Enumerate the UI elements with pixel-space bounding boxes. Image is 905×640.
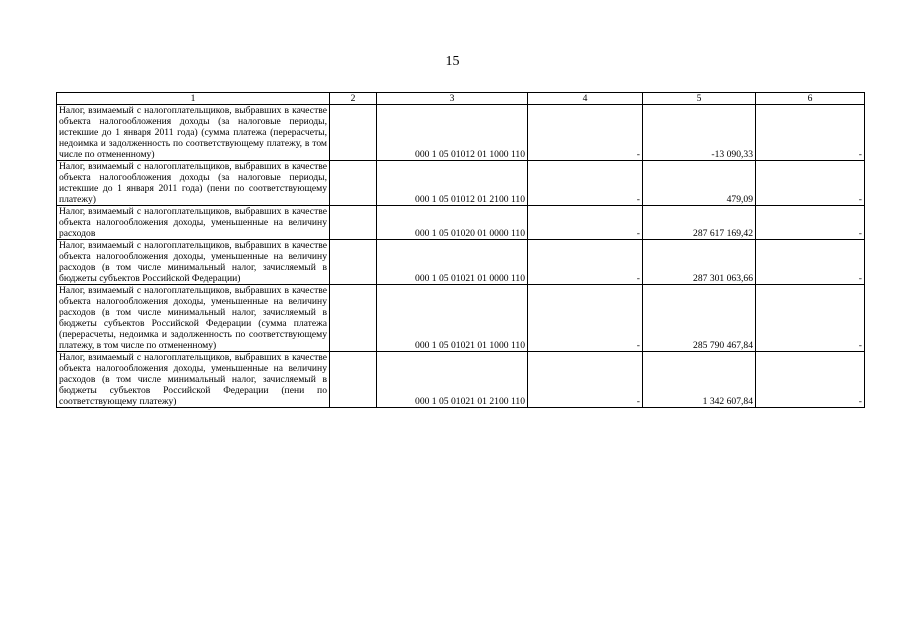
row-col6: - <box>756 206 865 240</box>
column-header-1: 1 <box>57 93 330 105</box>
column-header-6: 6 <box>756 93 865 105</box>
row-code: 000 1 05 01021 01 2100 110 <box>377 352 528 408</box>
row-name: Налог, взимаемый с налогоплательщиков, выбравших в качестве объекта налогообложения доходы, уменьшенные на величину расходов (в том числе минимальный налог, зачисляемый в бюджеты субъектов Российской Федерации (сумма платежа (перерасчеты, недоимка и задолженность по соответствующему платежу, в том числе по отмененному) <box>57 285 330 352</box>
row-col6: - <box>756 285 865 352</box>
row-col5: 287 617 169,42 <box>643 206 756 240</box>
row-col5: -13 090,33 <box>643 105 756 161</box>
row-col2 <box>330 206 377 240</box>
table-row <box>57 285 865 352</box>
row-col4: - <box>528 285 643 352</box>
table-row <box>57 206 865 240</box>
row-col4: - <box>528 161 643 206</box>
row-col6: - <box>756 352 865 408</box>
row-code: 000 1 05 01012 01 1000 110 <box>377 105 528 161</box>
row-col6: - <box>756 105 865 161</box>
row-col2 <box>330 240 377 285</box>
row-col4: - <box>528 206 643 240</box>
row-col2 <box>330 285 377 352</box>
row-name: Налог, взимаемый с налогоплательщиков, выбравших в качестве объекта налогообложения доходы (за налоговые периоды, истекшие до 1 января 2011 года) (сумма платежа (перерасчеты, недоимка и задолженность по соответствующему платежу, в том числе по отмененному) <box>57 105 330 161</box>
table-row <box>57 352 865 408</box>
row-col5: 287 301 063,66 <box>643 240 756 285</box>
row-col5: 479,09 <box>643 161 756 206</box>
row-code: 000 1 05 01021 01 0000 110 <box>377 240 528 285</box>
row-name: Налог, взимаемый с налогоплательщиков, выбравших в качестве объекта налогообложения доходы, уменьшенные на величину расходов (в том числе минимальный налог, зачисляемый в бюджеты субъектов Российской Федерации (пени по соответствующему платежу) <box>57 352 330 408</box>
row-name: Налог, взимаемый с налогоплательщиков, выбравших в качестве объекта налогообложения доходы (за налоговые периоды, истекшие до 1 января 2011 года) (пени по соответствующему платежу) <box>57 161 330 206</box>
table-row <box>57 240 865 285</box>
row-col2 <box>330 161 377 206</box>
column-header-2: 2 <box>330 93 377 105</box>
row-col4: - <box>528 240 643 285</box>
row-col2 <box>330 105 377 161</box>
row-col4: - <box>528 105 643 161</box>
column-header-4: 4 <box>528 93 643 105</box>
row-col5: 285 790 467,84 <box>643 285 756 352</box>
column-header-3: 3 <box>377 93 528 105</box>
column-header-5: 5 <box>643 93 756 105</box>
table-row <box>57 105 865 161</box>
table-row <box>57 161 865 206</box>
row-name: Налог, взимаемый с налогоплательщиков, выбравших в качестве объекта налогообложения доходы, уменьшенные на величину расходов <box>57 206 330 240</box>
row-code: 000 1 05 01012 01 2100 110 <box>377 161 528 206</box>
column-number-row <box>57 93 865 105</box>
revenue-table <box>56 92 865 408</box>
row-code: 000 1 05 01020 01 0000 110 <box>377 206 528 240</box>
row-col6: - <box>756 161 865 206</box>
row-code: 000 1 05 01021 01 1000 110 <box>377 285 528 352</box>
row-name: Налог, взимаемый с налогоплательщиков, выбравших в качестве объекта налогообложения доходы, уменьшенные на величину расходов (в том числе минимальный налог, зачисляемый в бюджеты субъектов Российской Федерации) <box>57 240 330 285</box>
row-col2 <box>330 352 377 408</box>
row-col6: - <box>756 240 865 285</box>
page-number: 15 <box>445 54 460 69</box>
row-col5: 1 342 607,84 <box>643 352 756 408</box>
row-col4: - <box>528 352 643 408</box>
